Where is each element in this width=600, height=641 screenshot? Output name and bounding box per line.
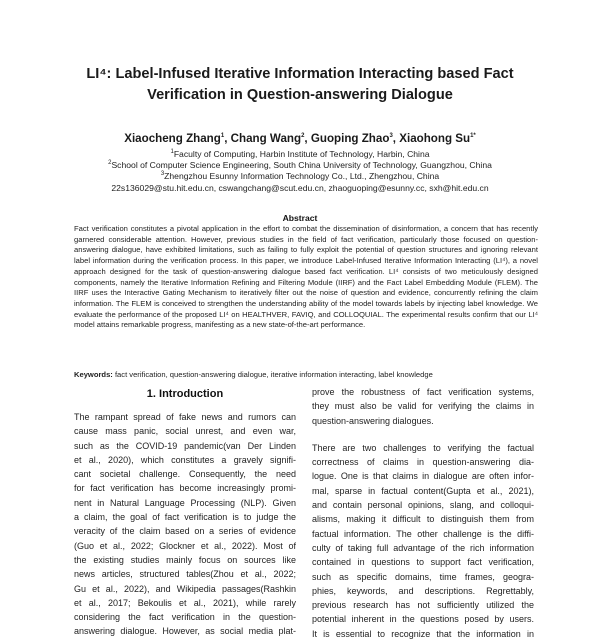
affiliation-text: Zhengzhou Esunny Information Technology Co., Ltd., Zhengzhou, China xyxy=(164,171,440,181)
author-affiliation-mark: 3 xyxy=(389,133,393,140)
body-line: answering dialogue. However, as social media plat- xyxy=(74,626,296,637)
body-line: question-answering dialogues. xyxy=(312,415,434,426)
body-line: factual information. The other challenge is the diffi- xyxy=(312,528,534,539)
body-line: correctness of claims in question-answering dia- xyxy=(312,457,534,468)
body-line: veracity of the claim based on a series of evidence xyxy=(74,526,296,537)
author-list: Xiaocheng Zhang$^1$, Chang Wang$^2$, Guoping Zhao$^3$, Xiaohong $Su^{1*}$ xyxy=(124,132,476,145)
body-line: mal, sparse in factual content(Gupta et al., 2021), xyxy=(312,485,534,496)
paragraph-gap xyxy=(312,428,534,441)
body-line: The rampant spread of fake news and rumors can xyxy=(74,412,296,422)
body-line: prove the robustness of fact verification systems, xyxy=(312,387,534,397)
affiliation xyxy=(40,171,560,181)
abstract-heading: Abstract xyxy=(282,213,318,223)
title-line: Verification in Question-answering Dialogue xyxy=(147,87,453,103)
title-line: LI⁴: Label-Infused Iterative Information Interacting based Fact xyxy=(86,66,514,82)
body-line: et al., 2017; Bekoulis et al., 2021), while rarely xyxy=(74,597,296,608)
affiliation-mark: 1 xyxy=(170,149,174,156)
body-line: considering the fact verification in the question- xyxy=(74,612,296,623)
body-line: (Guo et al., 2022; Glockner et al., 2022). Most of xyxy=(74,540,296,551)
affiliation xyxy=(40,160,560,170)
body-line: Gu et al., 2022), and Wikipedia passages(Rashkin xyxy=(74,583,296,594)
body-line: It is essential to recognize that the information in xyxy=(312,628,534,639)
body-line: potential inherent in the questions posed by users. xyxy=(312,614,534,625)
keywords-label: Keywords: xyxy=(74,370,113,379)
paragraph xyxy=(312,441,534,641)
affiliation-text: Faculty of Computing, Harbin Institute of Technology, Harbin, China xyxy=(173,149,430,159)
affiliation-mark: 3 xyxy=(160,171,165,178)
author-affiliation-mark: 2 xyxy=(301,133,305,140)
body-line: for fact verification has become increasingly promi- xyxy=(74,483,296,494)
author-name: Chang Wang xyxy=(230,132,302,145)
body-line: nent in Natural Language Processing (NLP). Given xyxy=(74,497,296,508)
author-emails: 22s136029@stu.hit.edu.cn, cswangchang@scut.edu.cn, zhaoguoping@esunny.cc, sxh@hit.edu.cn xyxy=(111,183,489,193)
body-line: et al., 2020), which constitutes a gravely signifi- xyxy=(74,454,296,465)
body-line: contained in questions to support fact verification, xyxy=(312,557,534,568)
affiliation-mark: 2 xyxy=(108,160,112,167)
body-line: news articles, structured tables(Zhou et al., 2022; xyxy=(74,569,296,580)
body-line: cant societal challenge. Consequently, the need xyxy=(74,469,296,480)
keywords xyxy=(74,370,538,379)
body-line: phies, keywords, and descriptions. Regrettably, xyxy=(312,585,534,596)
section-heading: 1. Introduction xyxy=(146,388,224,400)
body-line: such as the COVID-19 pandemic(van Der Linden xyxy=(74,440,296,451)
body-line: culty of taking full advantage of the rich information xyxy=(312,542,534,553)
body-line: such as specific domains, time frames, geogra- xyxy=(312,571,534,582)
body-line: they must also be valid for verifying the claims in xyxy=(312,401,534,412)
keywords-text: fact verification, question-answering dialogue, iterative information interacting, label knowledge xyxy=(112,370,433,379)
affiliation-text: School of Computer Science Engineering, South China University of Technology, Guangzhou, China xyxy=(111,160,492,170)
author-affiliation-mark: 1 xyxy=(220,133,225,140)
body-line: the existing studies mainly focus on sources like xyxy=(74,554,296,565)
right-column xyxy=(312,385,534,641)
left-column xyxy=(74,410,296,639)
paper-title xyxy=(40,64,560,106)
body-line: and contain personal opinions, slang, and colloqui- xyxy=(312,500,534,511)
author-name: Xiaohong Su xyxy=(399,132,471,145)
affiliation xyxy=(40,149,560,159)
body-line: previous research has not sufficiently utilized the xyxy=(312,600,534,611)
author-name: Xiaocheng Zhang xyxy=(124,132,221,145)
author-name: Guoping Zhao xyxy=(310,132,390,145)
body-line: alisms, making it difficult to distinguish them from xyxy=(312,514,534,525)
body-line: cause mass panic, social unrest, and even war, xyxy=(74,426,296,437)
abstract-text: Fact verification constitutes a pivotal application in the effort to combat the dissemination of disinformation, a concern that has recently garnered considerable attention. However, previous studies in the field of fact verification, particularly those focused on question-answering dialogue, have exhibited limitations, such as failing to fully exploit the potential of question structures and ignoring relevant label information during the verification process. In this paper, we introduce Label-Infused Iterative Information Interacting (LI⁴), a novel approach designed for the task of question-answering dialogue based fact verification. LI⁴ consists of two meticulously designed components, namely the Iterative Information Refining and Filtering Module (IIRF) and the Fact Label Embedding Module (FLEM). The IIRF uses the Interactive Gating Mechanism to iteratively filter out the noise of question and evidence, concurrently refining the claim information. The FLEM is conceived to strengthen the understanding ability of the model towards labels by injecting label knowledge. We evaluate the performance of the proposed LI⁴ on HEALTHVER, FAVIQ, and COLLOQUIAL. The experimental results confirm that our LI⁴ model attains remarkable progress, manifesting as a new state-of-the-art performance. xyxy=(74,224,538,330)
body-line: There are two challenges to verifying the factual xyxy=(312,442,534,453)
body-line: a claim, the goal of fact verification is to judge the xyxy=(74,512,296,523)
body-line: logue. One is that claims in dialogue are often infor- xyxy=(312,471,534,482)
paragraph xyxy=(312,385,534,428)
author-affiliation-mark: 1* xyxy=(470,133,476,140)
